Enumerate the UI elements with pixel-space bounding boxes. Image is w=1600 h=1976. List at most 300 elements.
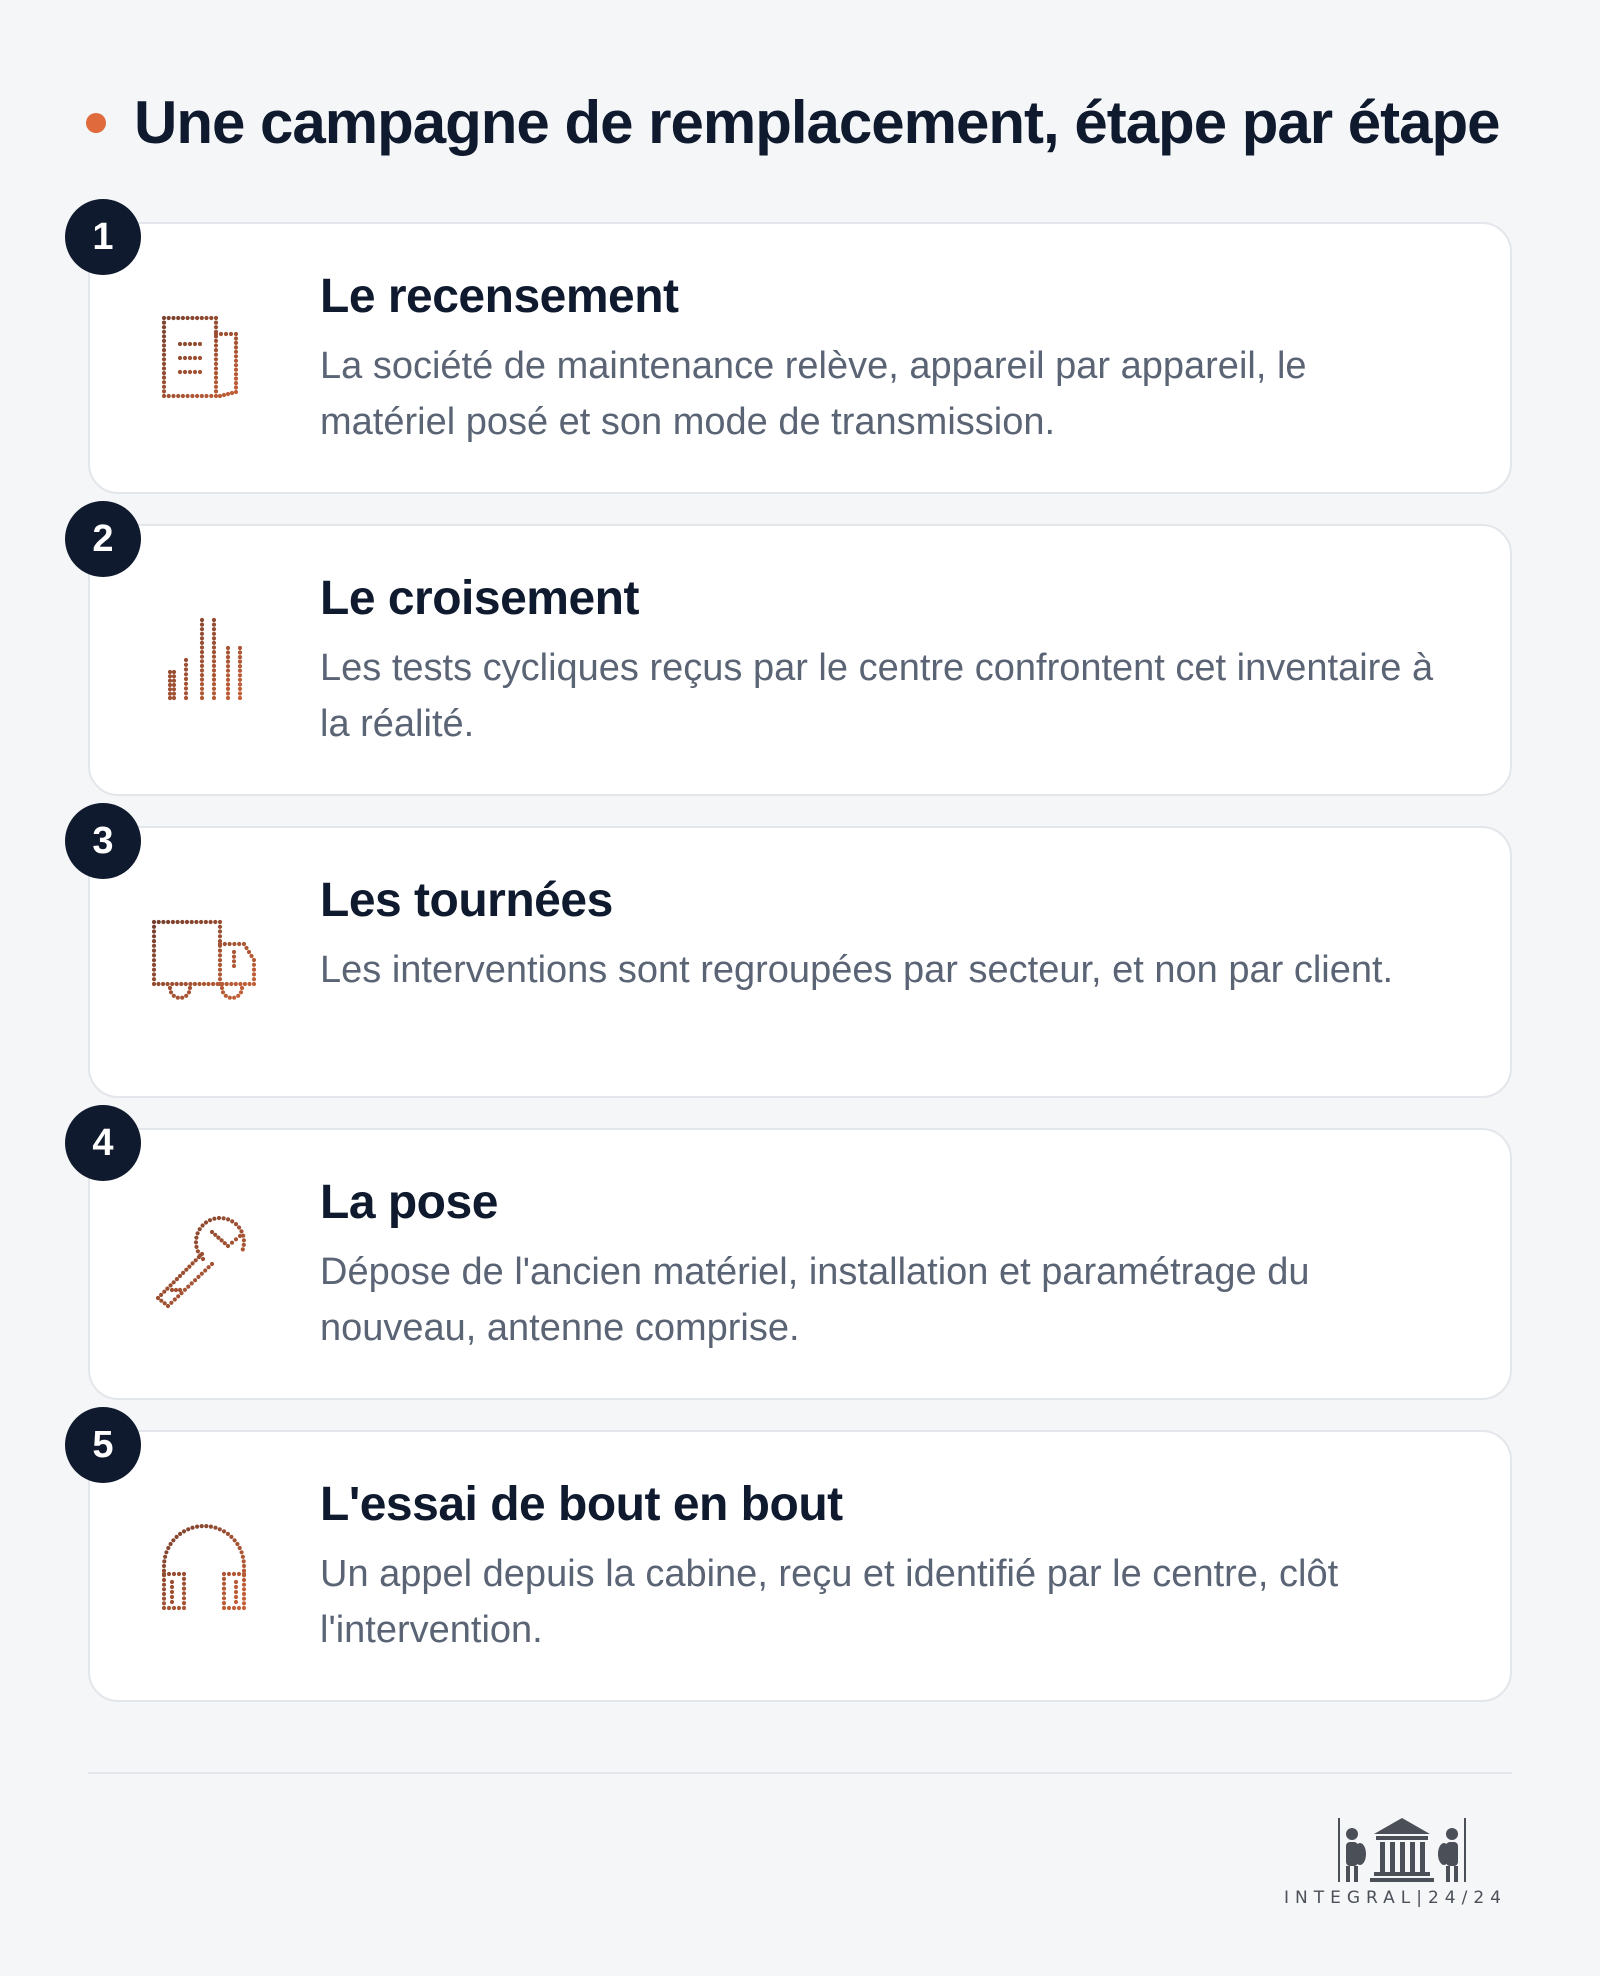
- icon-dot: [178, 370, 182, 374]
- icon-dot: [226, 691, 230, 695]
- icon-dot: [209, 394, 213, 398]
- icon-dot: [176, 996, 180, 1000]
- icon-dot: [220, 982, 224, 986]
- icon-dot: [191, 1261, 195, 1265]
- icon-dot: [234, 363, 238, 367]
- icon-dot: [162, 1559, 166, 1563]
- icon-dot: [238, 682, 242, 686]
- icon-dot: [228, 996, 232, 1000]
- icon-dot: [234, 377, 238, 381]
- icon-dot: [210, 1230, 214, 1234]
- icon-dot: [177, 1572, 181, 1576]
- icon-dot: [184, 696, 188, 700]
- icon-dot: [188, 342, 192, 346]
- icon-dot: [211, 982, 215, 986]
- icon-dot: [152, 949, 156, 953]
- icon-dot: [184, 982, 188, 986]
- icon-dot: [213, 920, 217, 924]
- step-title: Les tournées: [320, 874, 613, 927]
- headphones-icon: [150, 1508, 258, 1616]
- icon-dot: [169, 990, 173, 994]
- icon-dot: [238, 696, 242, 700]
- icon-dot: [218, 968, 222, 972]
- step-description: Un appel depuis la cabine, reçu et identifié par le centre, clôt l'intervention.: [320, 1552, 1339, 1651]
- icon-dot: [177, 1606, 181, 1610]
- icon-dot: [238, 669, 242, 673]
- step-number-badge: 3: [65, 803, 141, 879]
- icon-dot: [218, 942, 222, 946]
- icon-dot: [190, 920, 194, 924]
- icon-dot: [168, 986, 172, 990]
- icon-dot: [162, 321, 166, 325]
- icon-dot: [162, 343, 166, 347]
- icon-dot: [234, 1600, 238, 1604]
- icon-dot: [168, 687, 172, 691]
- icon-dot: [220, 986, 224, 990]
- icon-dot: [159, 1299, 163, 1303]
- icon-dot: [186, 394, 190, 398]
- icon-dot: [238, 646, 242, 650]
- icon-dot: [218, 934, 222, 938]
- icon-dot: [193, 982, 197, 986]
- icon-dot: [174, 1288, 178, 1292]
- icon-dot: [238, 1546, 242, 1550]
- bullet-dot-icon: [86, 113, 106, 133]
- icon-dot: [181, 1271, 185, 1275]
- icon-dot: [169, 1301, 173, 1305]
- icon-dot: [200, 664, 204, 668]
- step-title: L'essai de bout en bout: [320, 1478, 843, 1531]
- icon-dot: [184, 691, 188, 695]
- icon-dot: [176, 920, 180, 924]
- icon-dot: [212, 696, 216, 700]
- icon-dot: [212, 632, 216, 636]
- icon-dot: [162, 1597, 166, 1601]
- icon-dot: [198, 342, 202, 346]
- icon-dot: [172, 1280, 176, 1284]
- icon-dot: [234, 345, 238, 349]
- icon-dot: [229, 982, 233, 986]
- icon-dot: [183, 356, 187, 360]
- icon-dot: [226, 650, 230, 654]
- icon-dot: [183, 370, 187, 374]
- icon-dot: [193, 1278, 197, 1282]
- icon-dot: [214, 353, 218, 357]
- icon-dot: [162, 339, 166, 343]
- icon-dot: [234, 359, 238, 363]
- icon-dot: [162, 330, 166, 334]
- icon-dot: [166, 920, 170, 924]
- icon-dot: [178, 356, 182, 360]
- icon-dot: [162, 371, 166, 375]
- step-number-badge: 4: [65, 1105, 141, 1181]
- icon-dot: [226, 664, 230, 668]
- icon-dot: [182, 1606, 186, 1610]
- icon-dot: [162, 385, 166, 389]
- icon-dot: [252, 958, 256, 962]
- icon-dot: [214, 325, 218, 329]
- icon-dot: [171, 1538, 175, 1542]
- icon-dot: [217, 1216, 221, 1220]
- icon-dot: [200, 394, 204, 398]
- icon-dot: [172, 670, 176, 674]
- icon-dot: [218, 963, 222, 967]
- logo-wordmark: INTEGRAL|24/24: [1284, 1888, 1507, 1908]
- icon-dot: [152, 939, 156, 943]
- icon-dot: [212, 618, 216, 622]
- icon-dot: [170, 1590, 174, 1594]
- icon-dot: [222, 1596, 226, 1600]
- icon-dot: [170, 1288, 174, 1292]
- icon-dot: [218, 394, 222, 398]
- icon-dot: [232, 955, 236, 959]
- icon-dot: [234, 1585, 238, 1589]
- icon-dot: [212, 687, 216, 691]
- icon-dot: [184, 658, 188, 662]
- icon-dot: [207, 1265, 211, 1269]
- icon-dot: [152, 944, 156, 948]
- icon-dot: [226, 696, 230, 700]
- icon-dot: [242, 1592, 246, 1596]
- icon-dot: [152, 977, 156, 981]
- icon-dot: [214, 343, 218, 347]
- icon-dot: [252, 963, 256, 967]
- icon-dot: [200, 618, 204, 622]
- icon-dot: [242, 1243, 246, 1247]
- icon-dot: [252, 977, 256, 981]
- icon-dot: [188, 356, 192, 360]
- icon-dot: [234, 1590, 238, 1594]
- icon-dot: [214, 366, 218, 370]
- icon-dot: [162, 1290, 166, 1294]
- icon-dot: [182, 1591, 186, 1595]
- icon-dot: [196, 1275, 200, 1279]
- icon-dot: [170, 1585, 174, 1589]
- icon-dot: [182, 1529, 186, 1533]
- icon-dot: [230, 1219, 234, 1223]
- icon-dot: [200, 1524, 204, 1528]
- icon-dot: [220, 1238, 224, 1242]
- icon-dot: [212, 623, 216, 627]
- icon-dot: [163, 1301, 167, 1305]
- icon-dot: [162, 380, 166, 384]
- icon-dot: [214, 339, 218, 343]
- step-description: Dépose de l'ancien matériel, installation et paramétrage du nouveau, antenne comprise.: [320, 1250, 1310, 1349]
- icon-dot: [200, 627, 204, 631]
- icon-dot: [218, 925, 222, 929]
- icon-dot: [209, 1525, 213, 1529]
- icon-dot: [200, 673, 204, 677]
- icon-dot: [167, 394, 171, 398]
- icon-dot: [162, 1592, 166, 1596]
- icon-dot: [243, 982, 247, 986]
- icon-dot: [214, 348, 218, 352]
- icon-dot: [238, 1234, 242, 1238]
- icon-dot: [194, 920, 198, 924]
- icon-dot: [252, 972, 256, 976]
- icon-dot: [218, 920, 222, 924]
- icon-dot: [168, 670, 172, 674]
- footer-divider: [88, 1772, 1512, 1774]
- icon-dot: [183, 1288, 187, 1292]
- icon-dot: [184, 682, 188, 686]
- step-description: Les tests cycliques reçus par le centre confrontent cet inventaire à la réalité.: [320, 646, 1434, 745]
- step-description: La société de maintenance relève, appareil par appareil, le matériel posé et son mode de transmission.: [320, 344, 1307, 443]
- icon-dot: [238, 687, 242, 691]
- icon-dot: [242, 1564, 246, 1568]
- icon-dot: [193, 342, 197, 346]
- icon-dot: [178, 1274, 182, 1278]
- icon-dot: [241, 1247, 245, 1251]
- icon-dot: [162, 1601, 166, 1605]
- icon-dot: [162, 1572, 166, 1576]
- icon-dot: [216, 1236, 220, 1240]
- icon-dot: [222, 393, 226, 397]
- icon-dot: [161, 920, 165, 924]
- icon-dot: [214, 371, 218, 375]
- icon-dot: [200, 659, 204, 663]
- step-title: Le recensement: [320, 270, 679, 323]
- icon-dot: [212, 627, 216, 631]
- icon-dot: [200, 687, 204, 691]
- icon-dot: [238, 655, 242, 659]
- icon-dot: [162, 348, 166, 352]
- icon-dot: [226, 1244, 230, 1248]
- icon-dot: [222, 1216, 226, 1220]
- icon-dot: [166, 1304, 170, 1308]
- icon-dot: [240, 986, 244, 990]
- icon-dot: [170, 982, 174, 986]
- icon-dot: [195, 1525, 199, 1529]
- icon-dot: [172, 696, 176, 700]
- icon-dot: [204, 1524, 208, 1528]
- icon-dot: [162, 1587, 166, 1591]
- icon-dot: [156, 1296, 160, 1300]
- icon-dot: [167, 316, 171, 320]
- icon-dot: [239, 990, 243, 994]
- icon-dot: [222, 1606, 226, 1610]
- icon-dot: [162, 353, 166, 357]
- icon-dot: [230, 391, 234, 395]
- icon-dot: [200, 668, 204, 672]
- icon-dot: [226, 655, 230, 659]
- icon-dot: [200, 682, 204, 686]
- icon-dot: [201, 1223, 205, 1227]
- icon-dot: [186, 1527, 190, 1531]
- icon-dot: [234, 1237, 238, 1241]
- icon-dot: [222, 1529, 226, 1533]
- icon-dot: [182, 1596, 186, 1600]
- icon-dot: [222, 1577, 226, 1581]
- icon-dot: [206, 982, 210, 986]
- icon-dot: [172, 994, 176, 998]
- icon-dot: [184, 672, 188, 676]
- icon-dot: [234, 341, 238, 345]
- icon-dot: [190, 394, 194, 398]
- icon-dot: [209, 920, 213, 924]
- icon-dot: [172, 679, 176, 683]
- icon-dot: [170, 1600, 174, 1604]
- icon-dot: [193, 356, 197, 360]
- icon-dot: [184, 1268, 188, 1272]
- icon-dot: [184, 667, 188, 671]
- icon-dot: [232, 996, 236, 1000]
- icon-dot: [183, 342, 187, 346]
- icon-dot: [247, 950, 251, 954]
- icon-dot: [172, 674, 176, 678]
- icon-dot: [218, 972, 222, 976]
- icon-dot: [180, 996, 184, 1000]
- step-number-badge: 2: [65, 501, 141, 577]
- icon-dot: [159, 1293, 163, 1297]
- icon-dot: [193, 370, 197, 374]
- icon-dot: [212, 645, 216, 649]
- icon-dot: [186, 316, 190, 320]
- icon-dot: [237, 1572, 241, 1576]
- icon-dot: [238, 982, 242, 986]
- icon-dot: [242, 1606, 246, 1610]
- step-number-badge: 5: [65, 1407, 141, 1483]
- icon-dot: [175, 1277, 179, 1281]
- icon-dot: [204, 316, 208, 320]
- icon-dot: [196, 1249, 200, 1253]
- wrench-icon: [150, 1206, 258, 1314]
- icon-dot: [184, 994, 188, 998]
- icon-dot: [242, 1587, 246, 1591]
- icon-dot: [218, 977, 222, 981]
- icon-dot: [162, 334, 166, 338]
- icon-dot: [218, 929, 222, 933]
- icon-dot: [222, 1591, 226, 1595]
- icon-dot: [210, 1262, 214, 1266]
- icon-dot: [224, 994, 228, 998]
- icon-dot: [232, 964, 236, 968]
- step-card-5: [88, 1423, 1512, 1702]
- icon-dot: [244, 946, 248, 950]
- icon-dot: [238, 678, 242, 682]
- icon-dot: [212, 650, 216, 654]
- icon-dot: [212, 655, 216, 659]
- icon-dot: [214, 362, 218, 366]
- icon-dot: [188, 986, 192, 990]
- icon-dot: [162, 1606, 166, 1610]
- icon-dot: [226, 646, 230, 650]
- icon-dot: [182, 1582, 186, 1586]
- icon-dot: [239, 1229, 243, 1233]
- icon-dot: [204, 920, 208, 924]
- icon-dot: [194, 1236, 198, 1240]
- icon-dot: [162, 1583, 166, 1587]
- icon-dot: [240, 1550, 244, 1554]
- icon-dot: [234, 336, 238, 340]
- icon-dot: [219, 332, 223, 336]
- icon-dot: [167, 1606, 171, 1610]
- icon-dot: [197, 982, 201, 986]
- icon-dot: [241, 1555, 245, 1559]
- icon-dot: [198, 1227, 202, 1231]
- icon-dot: [214, 316, 218, 320]
- icon-dot: [162, 389, 166, 393]
- icon-dot: [223, 1241, 227, 1245]
- icon-dot: [182, 1587, 186, 1591]
- icon-dot: [169, 1542, 173, 1546]
- icon-dot: [176, 394, 180, 398]
- icon-dot: [182, 1577, 186, 1581]
- icon-dot: [190, 316, 194, 320]
- icon-dot: [234, 982, 238, 986]
- icon-dot: [200, 691, 204, 695]
- icon-dot: [168, 696, 172, 700]
- icon-dot: [237, 1606, 241, 1610]
- icon-dot: [195, 394, 199, 398]
- page-title: Une campagne de remplacement, étape par étape: [134, 89, 1500, 156]
- icon-dot: [201, 1257, 205, 1261]
- icon-dot: [252, 982, 256, 986]
- icon-dot: [204, 1220, 208, 1224]
- icon-dot: [226, 678, 230, 682]
- icon-dot: [228, 942, 232, 946]
- icon-dot: [222, 1582, 226, 1586]
- icon-dot: [237, 1225, 241, 1229]
- icon-dot: [200, 645, 204, 649]
- icon-dot: [198, 370, 202, 374]
- icon-dot: [226, 1217, 230, 1221]
- icon-dot: [168, 679, 172, 683]
- page-header: [86, 88, 1500, 157]
- icon-dot: [214, 385, 218, 389]
- icon-dot: [238, 664, 242, 668]
- icon-dot: [178, 342, 182, 346]
- icon-dot: [178, 1532, 182, 1536]
- icon-dot: [212, 636, 216, 640]
- icon-dot: [235, 1542, 239, 1546]
- icon-dot: [173, 1297, 177, 1301]
- icon-dot: [238, 673, 242, 677]
- icon-dot: [227, 1572, 231, 1576]
- icon-dot: [226, 673, 230, 677]
- icon-dot: [234, 390, 238, 394]
- icon-dot: [157, 920, 161, 924]
- icon-dot: [195, 316, 199, 320]
- icon-dot: [186, 1285, 190, 1289]
- icon-dot: [190, 1526, 194, 1530]
- icon-dot: [182, 1601, 186, 1605]
- icon-dot: [214, 332, 218, 336]
- icon-dot: [226, 682, 230, 686]
- icon-dot: [234, 350, 238, 354]
- icon-dot: [152, 963, 156, 967]
- icon-dot: [232, 1572, 236, 1576]
- step-card-2: [88, 517, 1512, 796]
- icon-dot: [226, 660, 230, 664]
- icon-dot: [170, 1580, 174, 1584]
- icon-dot: [234, 1580, 238, 1584]
- icon-dot: [162, 376, 166, 380]
- icon-dot: [166, 982, 170, 986]
- icon-dot: [218, 949, 222, 953]
- icon-dot: [188, 370, 192, 374]
- icon-dot: [212, 673, 216, 677]
- icon-dot: [242, 1578, 246, 1582]
- icon-dot: [200, 1272, 204, 1276]
- icon-dot: [236, 994, 240, 998]
- icon-dot: [198, 356, 202, 360]
- icon-dot: [168, 692, 172, 696]
- icon-dot: [214, 389, 218, 393]
- icon-dot: [224, 332, 228, 336]
- icon-dot: [222, 1587, 226, 1591]
- icon-dot: [229, 332, 233, 336]
